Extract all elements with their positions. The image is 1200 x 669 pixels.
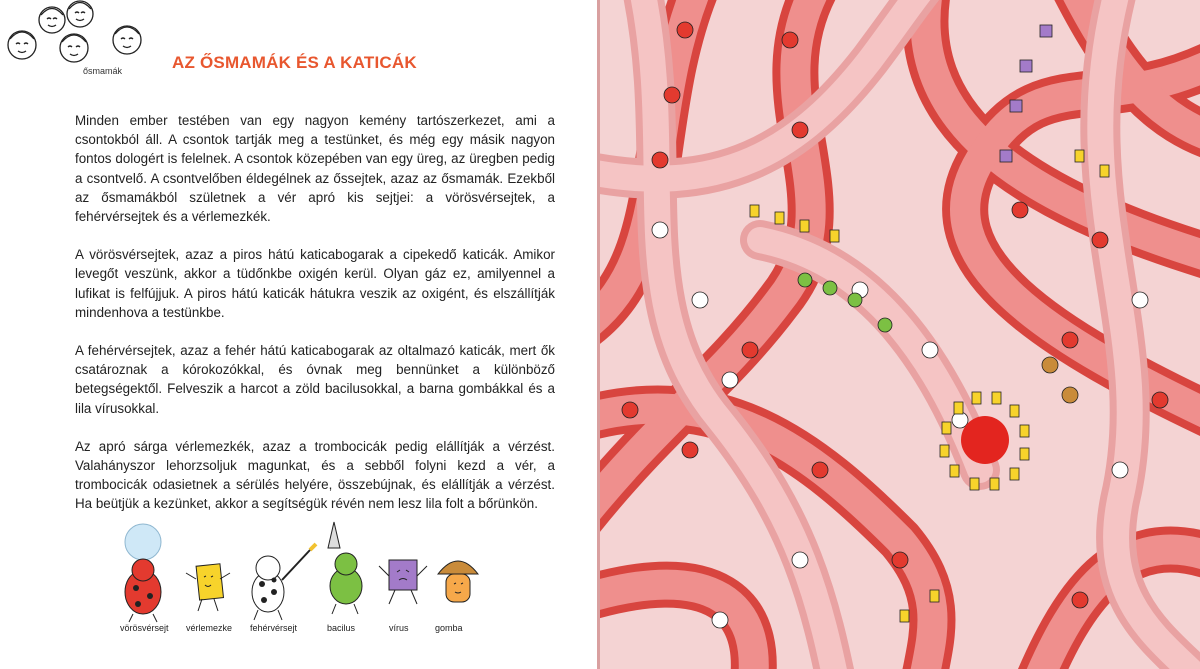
paragraph: A fehérvérsejtek, azaz a fehér hátú katicabogarak az oltalmazó katicák, mert ők csatároznak a kórokozókkal, és óvnak meg bennünket a különböző betegségektől. Felveszik a harcot a zöld bacilusokkal, a barna gombákkal és a lila vírusokkal. [75, 343, 555, 416]
virus-icon [379, 560, 427, 604]
vessel-maze-icon [600, 0, 1200, 669]
ancestor-label: ősmamák [83, 66, 123, 76]
legend-label-white-blood-cell: fehérvérsejt [250, 623, 298, 633]
paragraph: Az apró sárga vérlemezkék, azaz a trombocicák pedig elállítják a vérzést. Valahányszor lehorzsoljuk magunkat, és a sebből folyni kezd a vér, a trombocicák odasietnek a sérülés helyére, összebújnak, és elállítják a vérzést. Ha beütjük a kezünket, akkor a segítségük révén nem lesz lila folt a bőrünkön. [75, 438, 555, 512]
blood-vessel-illustration [600, 0, 1200, 669]
paragraph: A vörösvérsejtek, azaz a piros hátú katicabogarak a cipekedő katicák. Amikor levegőt veszünk, akkor a tüdőnkbe oxigén kerül. Olyan gáz ez, amilyennel a lufikat is felfújjuk. A piros hátú katicák hátukra veszik az oxigént, és elszállítják mindenhova a testünkbe. [75, 247, 555, 320]
page-title: AZ ŐSMAMÁK ÉS A KATICÁK [172, 53, 417, 72]
legend-label-virus: vírus [389, 623, 409, 633]
body-text [75, 111, 555, 533]
legend-label-fungus: gomba [435, 623, 463, 633]
legend-label-red-blood-cell: vörösvérsejt [120, 623, 169, 633]
ancestor-faces-icon [2, 0, 162, 80]
legend-label-platelet: vérlemezke [186, 623, 233, 633]
fungus-icon [438, 561, 478, 602]
white-ladybug-icon [252, 544, 316, 620]
red-ladybug-icon [125, 524, 161, 622]
paragraph: Minden ember testében van egy nagyon kemény tartószerkezet, ami a csontokból áll. A csontok tartják meg a testünket, és még egy másik nagyon fontos dologért is felelnek. A csontok közepében van egy üreg, az üregben pedig a csontvelő. A csontvelőben éldegélnek az őssejtek, azaz az ősmamák. Ezekből az ősmamákból születnek a vér apró kis sejtjei: a vörösvérsejtek, a fehérvérsejtek és a vérlemezkék. [75, 113, 555, 225]
legend-illustrations [108, 520, 488, 640]
bacillus-icon [328, 522, 362, 614]
legend-label-bacillus: bacilus [327, 623, 356, 633]
platelet-icon [186, 564, 230, 611]
